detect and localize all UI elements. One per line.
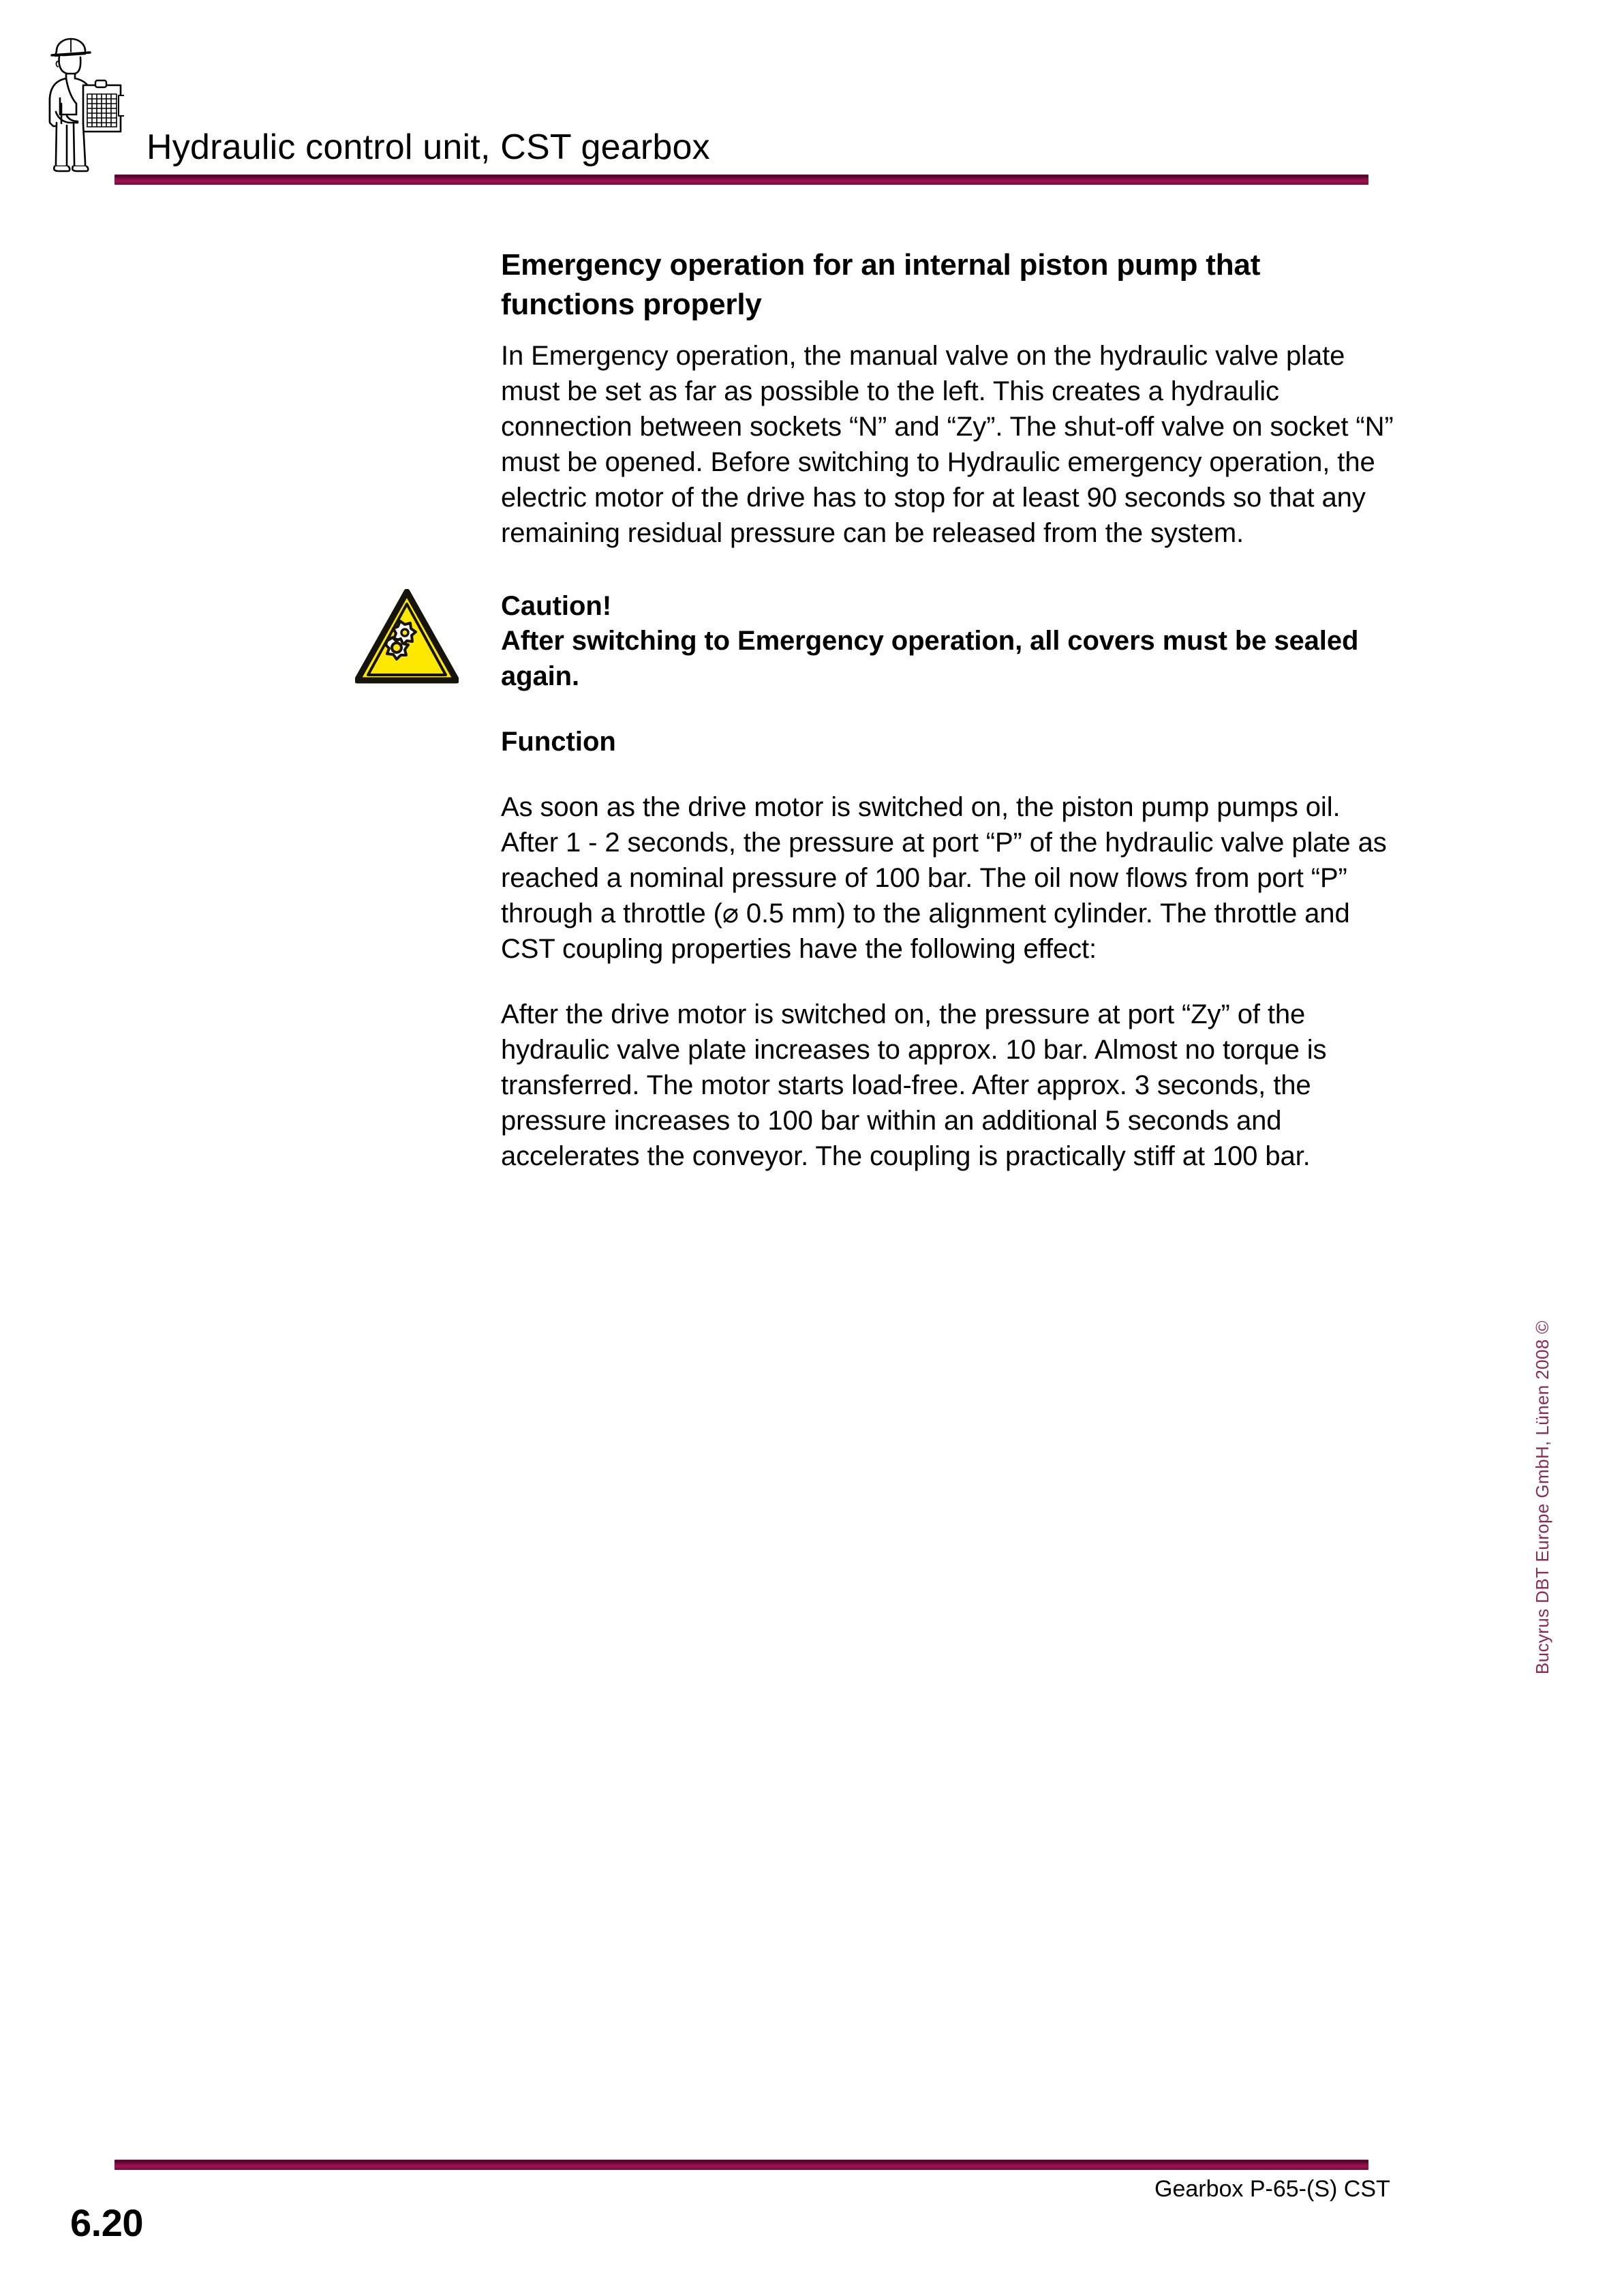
caution-text: After switching to Emergency operation, all covers must be sealed again. [501, 626, 1359, 691]
page-number: 6.20 [70, 2201, 143, 2244]
spacer [501, 694, 1395, 724]
footer-rule [114, 2160, 1368, 2170]
page-title: Hydraulic control unit, CST gearbox [147, 127, 710, 167]
function-paragraph-1: As soon as the drive motor is switched on, the piston pump pumps oil. After 1 - 2 seconds, the pressure at port “P” of the hydraulic valve plate as reached a nominal pressure of 100 bar. The oil now flows from port “P” through a throttle (⌀ 0.5 mm) to the alignment cylinder. The throttle and CST coupling properties have the following effect: [501, 792, 1387, 964]
worker-with-clipboard-icon [35, 35, 124, 175]
spacer [501, 759, 1395, 789]
page-header [0, 0, 1622, 198]
spacer [501, 324, 1395, 338]
function-heading: Function [501, 727, 616, 757]
copyright-notice: Bucyrus DBT Europe GmbH, Lünen 2008 © [1532, 1320, 1552, 1675]
caution-title: Caution! [501, 591, 612, 621]
footer-document-title: Gearbox P-65-(S) CST [1154, 2176, 1390, 2202]
spacer [501, 967, 1395, 997]
warning-triangle-gear-icon [355, 589, 459, 684]
intro-paragraph: In Emergency operation, the manual valve on the hydraulic valve plate must be set as far as possible to the left. This creates a hydraulic connection between sockets “N” and “Zy”. The shut-off valve on socket “N” must be opened. Before switching to Hydraulic emergency operation, the electric motor of the drive has to stop for at least 90 seconds so that any remaining residual pressure can be released from the system. [501, 341, 1394, 548]
section-title: Emergency operation for an internal piston pump that functions properly [501, 248, 1261, 321]
caution-block [501, 589, 1395, 694]
header-rule [114, 175, 1368, 185]
main-content [501, 245, 1395, 1174]
function-paragraph-2: After the drive motor is switched on, the pressure at port “Zy” of the hydraulic valve plate increases to approx. 10 bar. Almost no torque is transferred. The motor starts load-free. After approx. 3 seconds, the pressure increases to 100 bar within an additional 5 seconds and accelerates the conveyor. The coupling is practically stiff at 100 bar. [501, 999, 1327, 1171]
